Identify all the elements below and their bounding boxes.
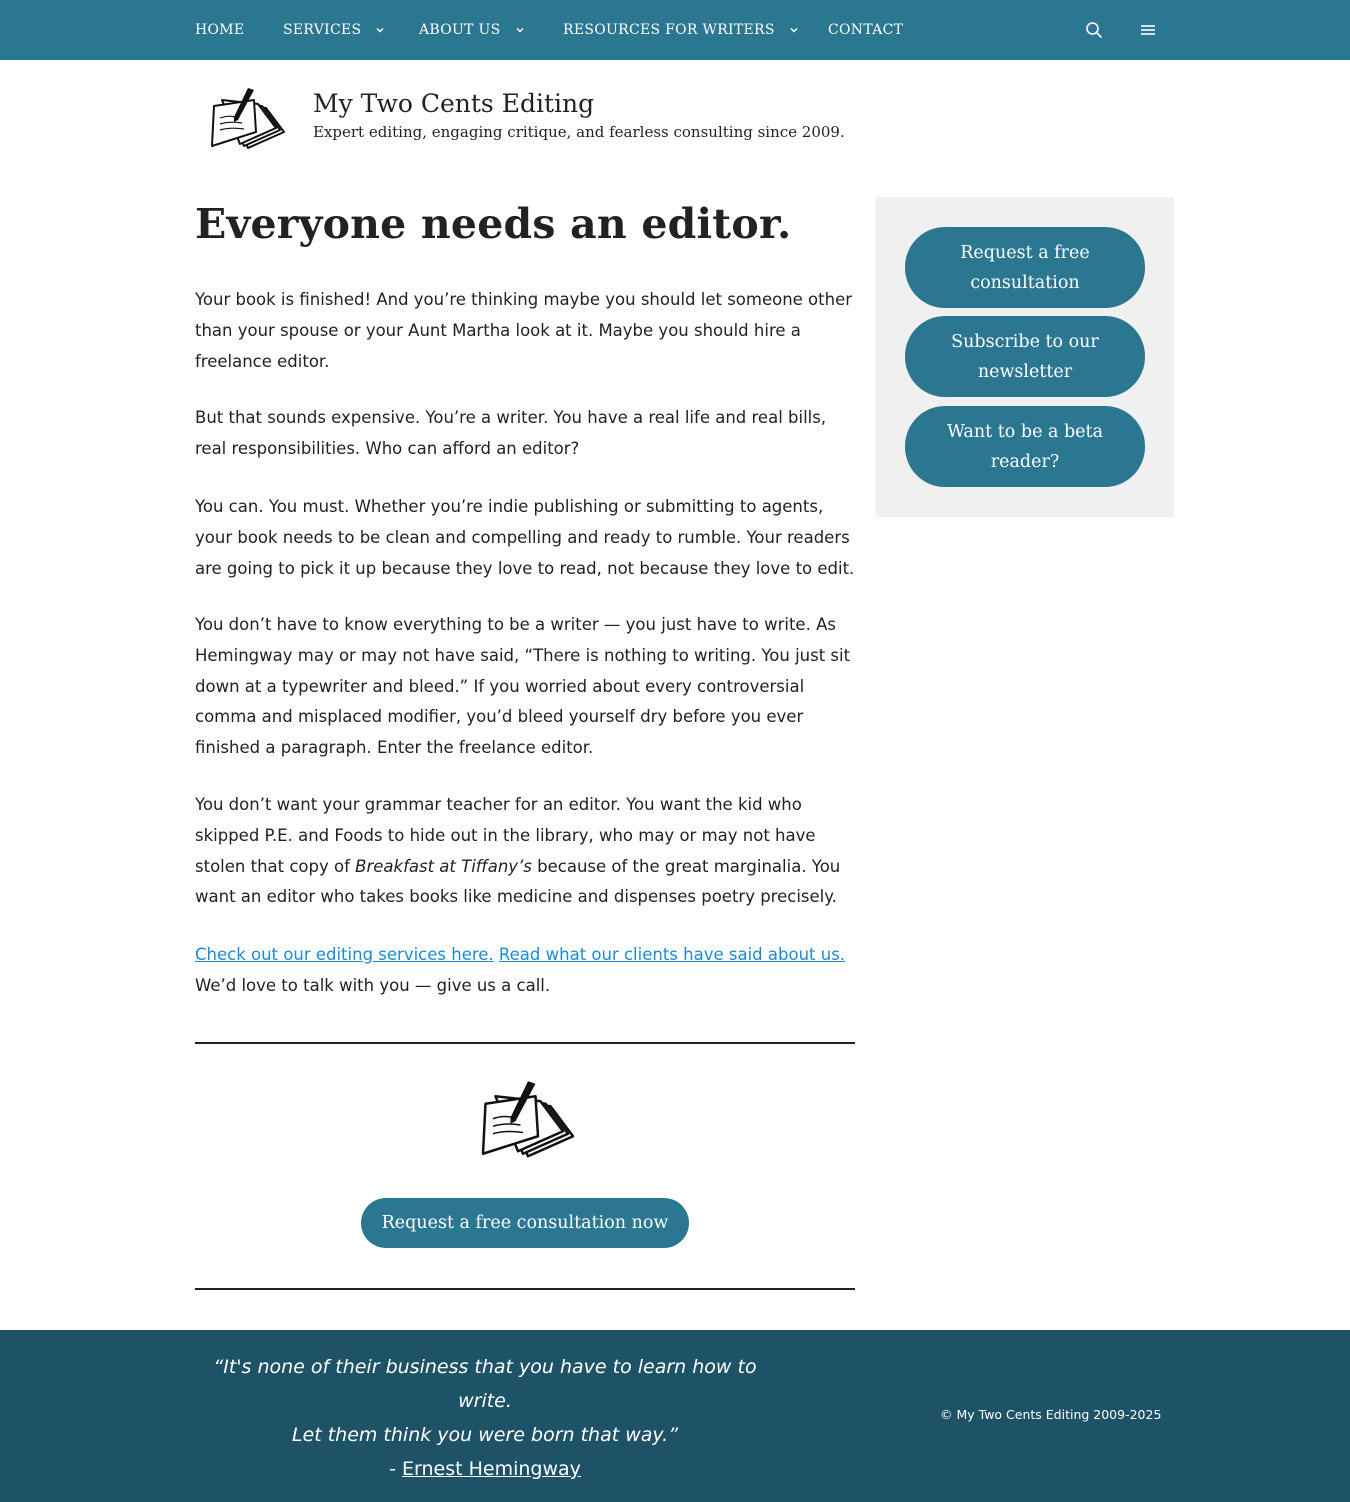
- closing-text: We’d love to talk with you — give us a call.: [195, 975, 551, 995]
- paragraph-3: You can. You must. Whether you’re indie publishing or submitting to agents, your book needs to be clean and compelling and ready to rumble. Your readers are going to pick it up because they love to read, not because they love to edit.: [195, 497, 855, 578]
- nav-home[interactable]: [195, 0, 244, 60]
- quote-attribution: [195, 1452, 775, 1486]
- nav-contact-label: CONTACT: [828, 22, 904, 38]
- paragraph-2: But that sounds expensive. You’re a writer. You have a real life and real bills, real responsibilities. Who can afford an editor?: [195, 408, 827, 458]
- nav-services[interactable]: [283, 0, 385, 60]
- book-title: Breakfast at Tiffany’s: [355, 856, 532, 876]
- beta-reader-button[interactable]: Want to be a beta reader?: [905, 406, 1145, 487]
- footer-quote: [195, 1350, 775, 1486]
- divider: [195, 1288, 855, 1290]
- chevron-down-icon: [515, 25, 525, 35]
- site-title[interactable]: My Two Cents Editing: [313, 89, 595, 118]
- nav-services-label: SERVICES: [283, 22, 362, 38]
- attribution-prefix: -: [389, 1458, 402, 1480]
- chevron-down-icon: [375, 25, 385, 35]
- search-icon[interactable]: [1083, 19, 1105, 41]
- paragraph-5-text-a: You don’t want your grammar teacher for an editor. You want the kid who skipped P.E. and Foods to hide out in the library, who may or may not have stolen that copy of: [195, 795, 816, 876]
- sidebar: [876, 197, 1174, 517]
- quote-line-1: “It's none of their business that you have to learn how to write.: [213, 1356, 757, 1412]
- page-title: Everyone needs an editor.: [195, 200, 792, 248]
- divider: [195, 1042, 855, 1044]
- editing-services-link[interactable]: Check out our editing services here.: [195, 945, 494, 964]
- menu-icon[interactable]: [1137, 19, 1159, 41]
- paragraph-1: Your book is finished! And you’re thinking maybe you should let someone other than your spouse or your Aunt Martha look at it. Maybe you should hire a freelance editor.: [195, 290, 853, 371]
- client-testimonials-link[interactable]: Read what our clients have said about us.: [498, 945, 846, 964]
- author-link[interactable]: Ernest Hemingway: [402, 1458, 581, 1480]
- paragraph-5: [195, 790, 860, 913]
- paragraph-links: [195, 940, 860, 1002]
- request-consultation-now-button[interactable]: Request a free consultation now: [361, 1198, 689, 1248]
- request-free-consultation-button[interactable]: Request a free consultation: [905, 227, 1145, 308]
- site-description: Expert editing, engaging critique, and fearless consulting since 2009.: [313, 123, 845, 141]
- site-logo-icon[interactable]: [208, 84, 288, 154]
- copyright-text: © My Two Cents Editing 2009-2025: [940, 1407, 1162, 1422]
- chevron-down-icon: [789, 25, 799, 35]
- paragraph-4: You don’t have to know everything to be a writer — you just have to write. As Hemingway may or may not have said, “There is nothing to writing. You just sit down at a typewriter and bleed.” If you worried about every controversial comma and misplaced modifier, you’d bleed yourself dry before you ever finished a paragraph. Enter the freelance editor.: [195, 615, 851, 758]
- paragraph-5-text-b: because of the great marginalia. You want an editor who takes books like medicine and dispenses poetry precisely.: [195, 856, 841, 907]
- nav-about-us-label: ABOUT US: [419, 22, 501, 38]
- logo-icon: [478, 1076, 578, 1164]
- nav-home-label: HOME: [195, 22, 245, 38]
- nav-about-us[interactable]: [419, 0, 525, 60]
- subscribe-newsletter-button[interactable]: Subscribe to our newsletter: [905, 316, 1145, 397]
- quote-line-2: Let them think you were born that way.”: [291, 1424, 679, 1446]
- top-navigation: [0, 0, 1350, 60]
- nav-resources-for-writers[interactable]: [563, 0, 799, 60]
- nav-resources-label: RESOURCES FOR WRITERS: [563, 22, 775, 38]
- nav-contact[interactable]: [828, 0, 903, 60]
